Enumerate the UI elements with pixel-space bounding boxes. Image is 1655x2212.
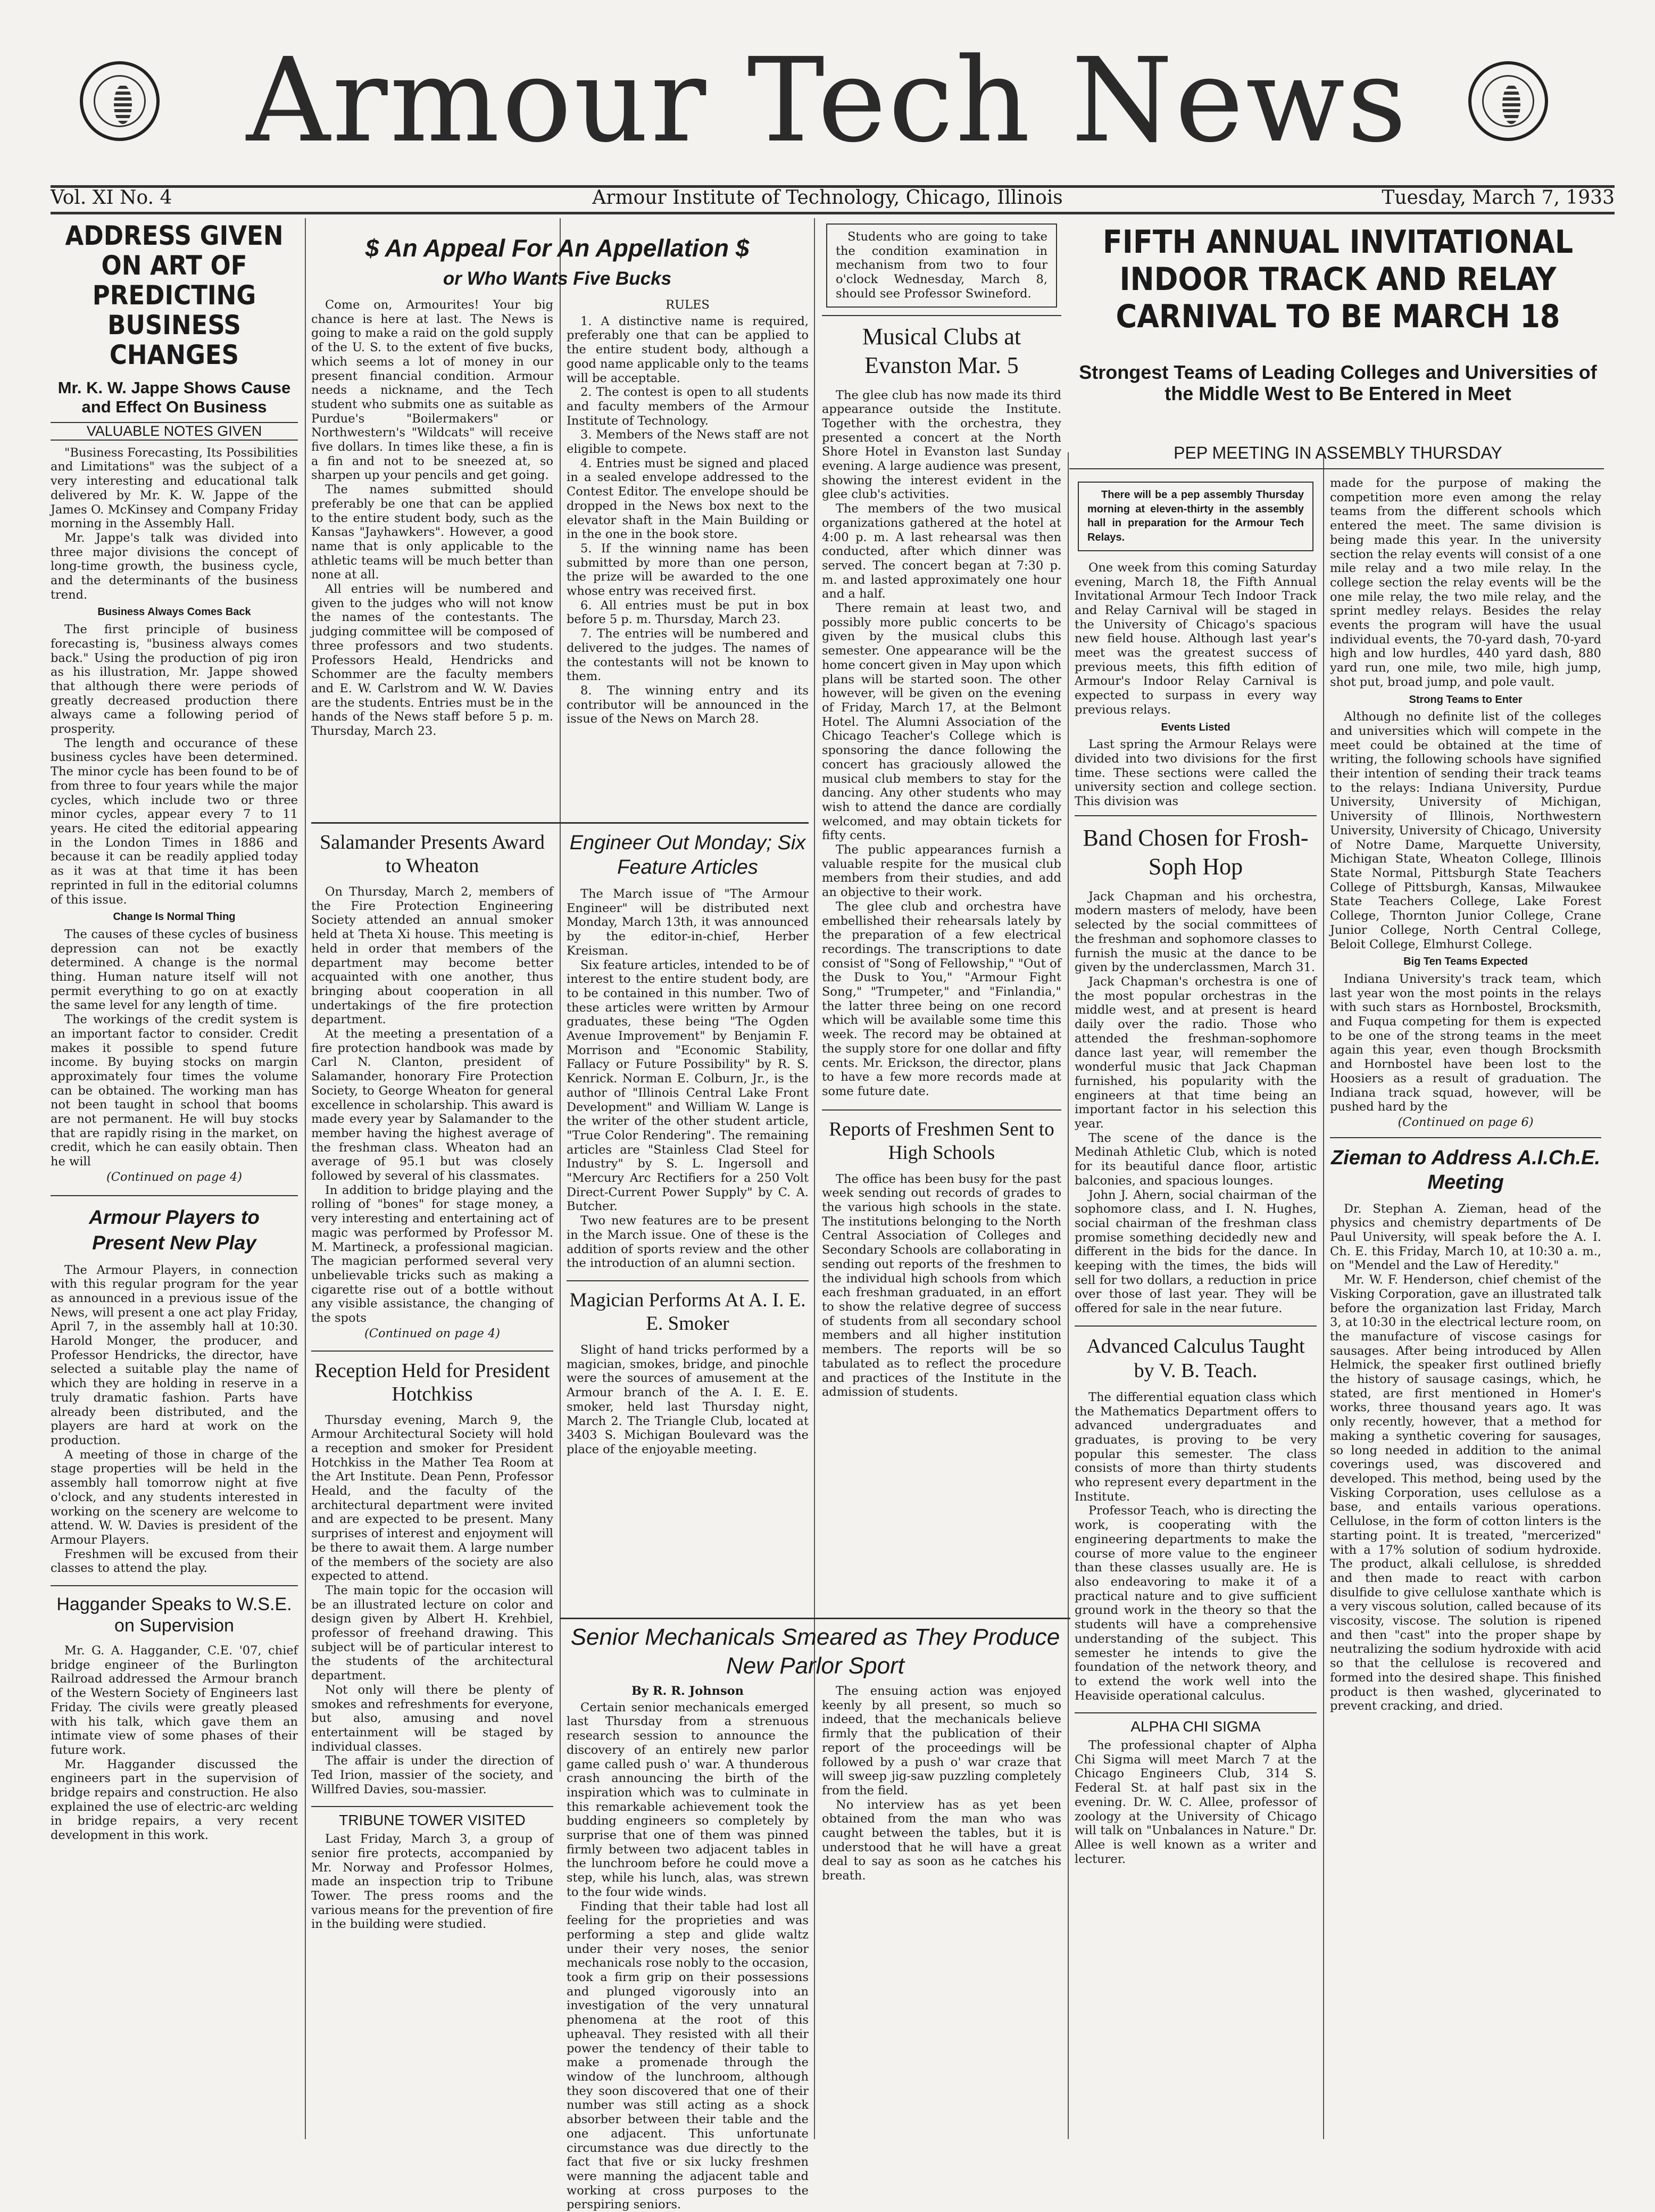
divider: [1075, 1712, 1317, 1713]
musical-paragraph: The glee club and orchestra have embellished their rehearsals lately by the preparation of a few electrical recordings. The transcriptions to date consist of "Song of Fellowship," "Out of the Dusk to You," "Armour Fight Song," "Trumpeter," and "Finlandia," the latter three being on one record which will be available some time this week. The record may be obtained at the supply store for one dollar and fifty cents. Mr. Erickson, the director, plans to have a few more records made at some future date.: [822, 899, 1061, 1098]
salamander-headline: Salamander Presents Award to Wheaton: [320, 831, 545, 877]
column-6: [1330, 476, 1601, 2142]
reception-paragraph: The main topic for the occasion will be an illustrated lecture on color and design given by Albert H. Krehbiel, professor of freehand drawing. This subject will be of particular interest to the students of the architectural department.: [311, 1583, 553, 1683]
divider: [822, 1109, 1061, 1111]
engineer-headline: Engineer Out Monday; Six Feature Articles: [569, 832, 806, 879]
appeal-subhead: or Who Wants Five Bucks: [443, 268, 672, 289]
band-headline: Band Chosen for Frosh-Soph Hop: [1083, 824, 1309, 880]
magician-paragraph: Slight of hand tricks performed by a magician, smokes, bridge, and pinochle were the sources of amusement at the Armour branch of the A. I. E. E. smoker, held last Thursday night, March 2. The Triangle Club, located at 3403 S. Michigan Boulevard was the place of the enjoyable meeting.: [567, 1343, 809, 1456]
senior-text-left: [567, 1684, 809, 2212]
column-5: [1075, 476, 1317, 2142]
musical-paragraph: The public appearances furnish a valuable respite for the musical club members from their studies, and add an objective to their work.: [822, 843, 1061, 900]
tribune-paragraph: Last Friday, March 3, a group of senior fire protects, accompanied by Mr. Norway and Professor Holmes, made an inspection trip to Tribune Tower. The press rooms and the various means for the prevention of fire in the building were studied.: [311, 1832, 553, 1932]
column-rule: [1323, 452, 1324, 2139]
address-deck: Mr. K. W. Jappe Shows Cause and Effect On Business: [57, 378, 291, 416]
masthead-rule-top: [51, 185, 1615, 188]
masthead-rule-bottom: [51, 212, 1615, 214]
divider: [1330, 1137, 1601, 1138]
reception-paragraph: The affair is under the direction of Ted Irion, massier of the society, and Willfred Davies, sou-massier.: [311, 1754, 553, 1796]
musical-paragraph: There remain at least two, and possibly more public concerts to be given by the musical clubs this semester. One appearance will be the home concert given in May upon which plans will be started soon. The other however, will be given on the evening of Friday, March 17, at the Belmont Hotel. The Alumni Association of the Chicago Teacher's College which is sponsoring the dance following the concert has graciously allowed the musical club members to stay for the dancing. Any other students who may wish to attend the dance are cordially welcomed, and may obtain tickets for fifty cents.: [822, 601, 1061, 843]
divider: [1069, 468, 1604, 469]
senior-paragraph: Finding that their table had lost all feeling for the proprieties and was performing a step and glide waltz under their very noses, the senior mechanicals rose nobly to the occasion, took a firm grip on their possessions and plunged vigorously into an investigation of the very unnatural phenomena at the root of this upheaval. They resisted with all their power the tendency of their table to make a promenade through the window of the lunchroom, although they soon discovered that one of their number was still acting as a shock absorber between their table and the one adjacent. This unfortunate circumstance was due directly to the fact that five or six lucky freshmen were manning the adjacent table and working at cross purposes to the perspiring seniors.: [567, 1899, 809, 2212]
freshmen-paragraph: The office has been busy for the past week sending out records of grades to the various high schools in the state. The institutions belonging to the North Central Association of Colleges and Secondary Schools are collaborating in sending out reports of the freshmen to the individual high schools from which each freshman graduated, in an effort to show the relative degree of success of students from all secondary school members and all higher institution members. The reports will be so tabulated as to reflect the procedure and practices of the Institute in the admission of students.: [822, 1172, 1061, 1399]
senior-paragraph: No interview has as yet been obtained from the man who was caught between the tables, but it is understood that he will have a great deal to say as soon as he catches his breath.: [822, 1797, 1061, 1883]
divider: [51, 1585, 298, 1586]
appeal-rules: [567, 298, 809, 819]
appeal-headline: $ An Appeal For An Appellation $: [365, 234, 750, 262]
musical-headline: Musical Clubs at Evanston Mar. 5: [862, 323, 1021, 378]
column-2-lower: [311, 827, 553, 1932]
exam-notice-box: [826, 223, 1057, 308]
band-paragraph: Jack Chapman and his orchestra, modern masters of melody, have been selected by the social committees of the freshman and sophomore classes to furnish the music at the dance to be given by the underclassmen, March 31.: [1075, 889, 1317, 975]
divider: [560, 1618, 1070, 1619]
divider: [1075, 1325, 1317, 1327]
rules-title: RULES: [666, 298, 710, 312]
divider: [311, 1806, 553, 1807]
track-paragraph: Although no definite list of the colleges and universities which will compete in the meet could be obtained at the time of writing, the following schools have signified their intention of sending their track teams to the relays: Indiana University, Purdue University, University of Michigan, University of Illinois, Northwestern University, University of Chicago, University of Notre Dame, Marquette University, Michigan State, Wheaton College, Illinois State Normal, Pittsburgh State Teachers College of Pittsburgh, Kansas, Milwaukee State Teachers College, Lake Forest College, Thornton Junior College, Crane Junior College, North Central College, Beloit College, Elmhurst College.: [1330, 710, 1601, 951]
column-rule: [1068, 452, 1069, 2139]
haggander-paragraph: Mr. Haggander discussed the engineers part in the supervision of bridge repairs and construction. He also explained the use of electric-arc welding in bridge repairs, a very recent development in this work.: [51, 1757, 298, 1843]
divider: [311, 1351, 553, 1352]
appeal-paragraph: The names submitted should preferably be one that can be applied to the entire student body, such as the Kansas "Jayhawkers". However, a good name that is only applicable to the athletic teams will be much better than none at all.: [311, 483, 553, 582]
players-paragraph: A meeting of those in charge of the stage properties will be held in the assembly hall tomorrow night at five o'clock, and any students interested in working on the scenery are welcome to attend. W. W. Davies is president of the Armour Players.: [51, 1447, 298, 1547]
tribune-headline: TRIBUNE TOWER VISITED: [339, 1812, 526, 1829]
track-paragraph: made for the purpose of making the competition more even among the relay teams from the different schools which entered the meet. The same division is being made this year. In the university section the relay events will consist of a one mile relay and a two mile relay. In the college section the relay events will be the one mile relay, the two mile relay, and the sprint medley relays. Besides the relay events the program will have the usual individual events, the 70-yard dash, 70-yard high and low hurdles, 440 yard dash, 880 yard run, one mile, two mile, high jump, shot put, broad jump, and pole vault.: [1330, 476, 1601, 689]
masthead-title: Armour Tech News: [246, 34, 1409, 168]
zieman-headline: Zieman to Address A.I.Ch.E. Meeting: [1330, 1146, 1601, 1194]
appeal-paragraph: Come on, Armourites! Your big chance is here at last. The News is going to make a raid on the gold supply of the U. S. to the extent of five bucks, which seems a lot of money in our present financial condition. Armour needs a nickname, and the Tech student who submits one as suitable as Purdue's "Boilermakers" or Northwestern's "Wildcats" will receive five dollars. In times like these, a fin is a fin and not to be sneezed at, so sharpen up your pencils and get going.: [311, 298, 553, 483]
salamander-paragraph: In addition to bridge playing and the rolling of "bones" for stage money, a very interesting and entertaining act of magic was performed by Professor M. M. Martineck, a professional magician. The magician performed several very unbelievable tricks such as making a cigarette rise out of a bottle without any visible assistance, the changing of the spots: [311, 1183, 553, 1325]
track-deck: Strongest Teams of Leading Colleges and Universities of the Middle West to Be Entered in Meet: [1079, 361, 1597, 404]
divider: [1075, 815, 1317, 816]
track-headline: FIFTH ANNUAL INVITATIONAL INDOOR TRACK AND RELAY CARNIVAL TO BE MARCH 18: [1102, 223, 1574, 335]
band-paragraph: Jack Chapman's orchestra is one of the most popular orchestras in the middle west, and at present is heard daily over the radio. Those who attended the freshman-sophomore dance last year, will remember the wonderful music that Jack Chapman furnished, his popularity with the engineers at that time being an important factor in his selection this year.: [1075, 974, 1317, 1131]
musical-paragraph: The members of the two musical organizations gathered at the hotel at 4:00 p. m. A last rehearsal was then conducted, after which dinner was served. The concert began at 7:30 p. m. and lasted approximately one hour and a half.: [822, 502, 1061, 601]
engineer-paragraph: The March issue of "The Armour Engineer" will be distributed next Monday, March 13th, it was announced by the editor-in-chief, Herber Kreisman.: [567, 887, 809, 958]
senior-byline: By R. R. Johnson: [631, 1684, 744, 1698]
calculus-paragraph: Professor Teach, who is directing the work, is cooperating with the engineering departments to make the course of more value to the engineer than these classes usually are. He is also endeavoring to make it of a practical nature and to give sufficient ground work in the theory so that the students will have a comprehensive understanding of the subject. This semester he intends to give the foundation of the network theory, and to extend the work well into the Heaviside operational calculus.: [1075, 1504, 1317, 1703]
salamander-paragraph: At the meeting a presentation of a fire protection handbook was made by Carl N. Clanton, president of Salamander, honorary Fire Protection Society, to George Wheaton for general excellence in scholarship. This award is made every year by Salamander to the member having the highest average of the freshman class. Wheaton had an average of 95.1 but was closely followed by several of his classmates.: [311, 1027, 553, 1183]
address-subdeck: VALUABLE NOTES GIVEN: [51, 422, 298, 441]
senior-text-right: [822, 1684, 1061, 2142]
divider: [311, 822, 809, 824]
musical-paragraph: The glee club has now made its third appearance outside the Institute. Together with the orchestra, they presented a concert at the North Shore Hotel in Evanston last Sunday evening. A large audience was present, showing the interest evident in the glee club's activities.: [822, 388, 1061, 502]
institution-line: Armour Institute of Technology, Chicago, Illinois: [592, 187, 1063, 209]
divider: [822, 315, 1061, 316]
haggander-headline: Haggander Speaks to W.S.E. on Supervision: [56, 1594, 292, 1636]
address-paragraph: The causes of these cycles of business depression can not be exactly determined. A change is the normal thing. Human nature itself will not permit everything to go on at exactly the same level for any length of time.: [51, 927, 298, 1013]
rule-item: 1. A distinctive name is required, preferably one that can be applied to the entire student body, although a good name applicable only to the teams will be acceptable.: [567, 314, 809, 385]
track-subhead: Big Ten Teams Expected: [1403, 956, 1528, 968]
alpha-paragraph: The professional chapter of Alpha Chi Sigma will meet March 7 at the Chicago Engineers Club, 314 S. Federal St. at half past six in the evening. Dr. W. C. Allee, professor of zoology at the University of Chicago will talk on "Unbalances in Nature." Dr. Allee is well known as a writer and lecturer.: [1075, 1738, 1317, 1866]
magician-headline: Magician Performs At A. I. E. E. Smoker: [569, 1289, 806, 1335]
engineer-paragraph: Two new features are to be present in the March issue. One of these is the addition of sports review and the other the introduction of an alumni section.: [567, 1214, 809, 1271]
band-paragraph: John J. Ahern, social chairman of the sophomore class, and I. N. Hughes, social chairman of the freshman class promise something decidedly new and different in the bids for the dance. In keeping with the times, the bids will sell for two dollars, a reduction in price over those of last year. They will be offered for sale in the near future.: [1075, 1188, 1317, 1316]
appeal-paragraph: All entries will be numbered and given to the judges who will not know the names of the contestants. The judging committee will be composed of three professors and two students. Professors Heald, Hendricks and Schommer are the faculty members and E. W. Carlstrom and W. W. Davies are the students. Entries must be in the hands of the News staff before 5 p. m. Thursday, March 23.: [311, 582, 553, 739]
reception-headline: Reception Held for President Hotchkiss: [314, 1359, 550, 1405]
track-paragraph: Last spring the Armour Relays were divided into two divisions for the first time. These sections were called the university section and college section. This division was: [1075, 738, 1317, 809]
address-headline: ADDRESS GIVEN ON ART OF PREDICTING BUSINESS CHANGES: [65, 220, 284, 370]
address-paragraph: Mr. Jappe's talk was divided into three major divisions the concept of long-time growth, the business cycle, and the determinants of the business trend.: [51, 531, 298, 602]
reception-paragraph: Not only will there be plenty of smokes and refreshments for everyone, but also, amusing and novel entertainment will be staged by individual classes.: [311, 1683, 553, 1754]
senior-paragraph: The ensuing action was enjoyed keenly by all present, so much so indeed, that the mechanicals believe firmly that the publication of their report of the proceedings will be followed by a push o' war craze that will sweep jig-saw puzzling completely from the field.: [822, 1684, 1061, 1797]
divider: [567, 1280, 809, 1281]
column-rule: [560, 218, 561, 1772]
volume-number: Vol. XI No. 4: [51, 187, 172, 209]
zieman-paragraph: Dr. Stephan A. Zieman, head of the physics and chemistry departments of De Paul University, will speak before the A. I. Ch. E. this Friday, March 10, at 10:30 a. m., on "Mendel and the Law of Heredity.": [1330, 1202, 1601, 1273]
address-subhead: Business Always Comes Back: [97, 606, 251, 618]
track-subdeck: PEP MEETING IN ASSEMBLY THURSDAY: [1174, 443, 1502, 462]
address-paragraph: The length and occurance of these business cycles have been determined. The minor cycle has been found to be of from three to four years while the major cycles, which include two or three minor cycles, appear every 7 to 11 years. He cited the editorial appearing in the London Times in 1886 and because it can be readily applied today as it was at that time it has been reprinted in full in the editorial columns of this issue.: [51, 736, 298, 907]
alpha-headline: ALPHA CHI SIGMA: [1130, 1718, 1261, 1735]
rule-item: 7. The entries will be numbered and delivered to the judges. The names of the contestants will not be known to them.: [567, 627, 809, 684]
reception-paragraph: Thursday evening, March 9, the Armour Architectural Society will hold a reception and smoker for President Hotchkiss in the Mather Tea Room at the Art Institute. Dean Penn, Professor Heald, and the faculty of the architectural department were invited and are expected to be present. Many surprises of interest and enjoyment will be there to await them. A large number of the members of the society are also expected to attend.: [311, 1413, 553, 1584]
rule-item: 6. All entries must be put in box before 5 p. m. Thursday, March 23.: [567, 598, 809, 627]
band-paragraph: The scene of the dance is the Medinah Athletic Club, which is noted for its beautiful dance floor, artistic balconies, and spacious lounges.: [1075, 1131, 1317, 1188]
rule-item: 2. The contest is open to all students and faculty members of the Armour Institute of Technology.: [567, 385, 809, 428]
rule-item: 3. Members of the News staff are not eligible to compete.: [567, 428, 809, 457]
column-3-lower: [567, 827, 809, 1572]
pep-assembly-box: [1078, 482, 1313, 551]
freshmen-headline: Reports of Freshmen Sent to High Schools: [829, 1118, 1054, 1164]
appeal-text-left: [311, 298, 553, 819]
engineer-paragraph: Six feature articles, intended to be of interest to the entire student body, are to be contained in this number. Two of these articles were written by Armour graduates, these being "The Ogden Avenue Improvement" by Benjamin F. Morrison and "Economic Stability, Fallacy or Future Possibility" by R. S. Kenrick. Norman E. Colburn, Jr., is the author of "Illinois Central Lake Front Development" and William W. Lange is the writer of the other student article, "True Color Rendering". The remaining articles are "Stainless Clad Steel for Industry" by S. L. Ingersoll and "Mercury Arc Rectifiers for a 250 Volt Direct-Current Power Supply" by C. A. Butcher.: [567, 958, 809, 1214]
rule-item: 5. If the winning name has been submitted by more than one person, the prize will be awarded to the one whose entry was received first.: [567, 541, 809, 599]
rule-item: 4. Entries must be signed and placed in a sealed envelope addressed to the Contest Editor. The envelope should be dropped in the News box next to the elevator shaft in the Main Building or in the one in the book store.: [567, 456, 809, 542]
salamander-paragraph: On Thursday, March 2, members of the Fire Protection Engineering Society attended an annual smoker held at Theta Xi house. This meeting is held in order that members of the department may become better acquainted with one another, thus bringing about cooperation in all undertakings of the fire protection department.: [311, 885, 553, 1027]
address-paragraph: "Business Forecasting, Its Possibilities and Limitations" was the subject of a very interesting and educational talk delivered by Mr. K. W. Jappe of the James O. McKinsey and Company Friday morning in the Assembly Hall.: [51, 445, 298, 531]
address-continued: (Continued on page 4): [106, 1170, 243, 1184]
calculus-paragraph: The differential equation class which the Mathematics Department offers to advanced undergraduates and graduates, is proving to be very popular this semester. The class consists of more than thirty students who represent every department in the Institute.: [1075, 1390, 1317, 1504]
salamander-continued: (Continued on page 4): [364, 1326, 501, 1340]
haggander-paragraph: Mr. G. A. Haggander, C.E. '07, chief bridge engineer of the Burlington Railroad addressed the Armour branch of the Western Society of Engineers last Friday. The civils were greatly pleased with his talk, which gave them an intimate view of some phases of their future work.: [51, 1644, 298, 1757]
zieman-paragraph: Mr. W. F. Henderson, chief chemist of the Visking Corporation, gave an illustrated talk before the organization last Friday, March 3, at 10:30 in the electrical lecture room, on the manufacture of viscose casings for sausages. After being introduced by Allen Helmick, the speaker first outlined briefly the history of sausage casings, which, he stated, are first mentioned in Homer's works, three thousand years ago. It was only recently, however, that a method for making a synthetic covering for sausages, so long needed in addition to the animal coverings used, was discovered and developed. This method, being used by the Visking Corporation, uses cellulose as a base, and entails various operations. Cellulose, in the form of cotton linters is the starting point. It is treated, "mercerized" with a 17% solution of sodium hydroxide. The product, alkali cellulose, is shredded and then made to react with carbon disulfide to give cellulose xanthate which is a very viscous solution, called because of its viscosity, viscose. The solution is ripened and then "cast" into the proper shape by neutralizing the sodium hydroxide with acid so that the cellulose is recovered and formed into the desired shape. This finished product is then washed, glycerinated to prevent cracking, and dried.: [1330, 1273, 1601, 1713]
track-subhead: Events Listed: [1161, 721, 1230, 733]
address-paragraph: The workings of the credit system is an important factor to consider. Credit makes it possible to spend future income. By buying stocks on margin approximately four times the volume can be obtained. The working man has not been taught in school that booms are not permanent. He will buy stocks that are rapidly rising in the market, on credit, which he can easily obtain. Then he will: [51, 1013, 298, 1169]
column-rule: [305, 218, 306, 2139]
players-headline: Armour Players to Present New Play: [89, 1206, 260, 1254]
column-rule: [814, 218, 815, 2139]
column-4: [822, 223, 1061, 1612]
track-continued: (Continued on page 6): [1398, 1115, 1534, 1129]
track-subhead: Strong Teams to Enter: [1409, 693, 1523, 706]
address-subhead: Change Is Normal Thing: [113, 911, 236, 923]
players-paragraph: The Armour Players, in connection with this regular program for the year as announced in a previous issue of the News, will present a one act play Friday, April 7, in the assembly hall at 10:30. Harold Monger, the producer, and Professor Hendricks, the director, have selected a suitable play the name of which they are holding in reserve in a truly dramatic fashion. Parts have already been distributed, and the players are hard at work on the production.: [51, 1263, 298, 1447]
divider: [51, 1195, 298, 1196]
address-paragraph: The first principle of business forecasting is, "business always comes back." Using the production of pig iron as his illustration, Mr. Jappe showed that although there were periods of greatly decreased production there always came a following period of prosperity.: [51, 623, 298, 736]
exam-notice: Students who are going to take the condition examination in mechanism from two to four o'clock Wednesday, March 8, should see Professor Swineford.: [836, 230, 1047, 301]
issue-date: Tuesday, March 7, 1933: [1382, 187, 1615, 209]
calculus-headline: Advanced Calculus Taught by V. B. Teach.: [1086, 1335, 1305, 1382]
column-1: [51, 221, 298, 2142]
pep-assembly-notice: There will be a pep assembly Thursday morning at eleven-thirty in the assembly hall in preparation for the Armour Tech Relays.: [1087, 489, 1304, 544]
track-paragraph: Indiana University's track team, which last year won the most points in the relays with such stars as Hornbostel, Brocksmith, and Fuqua competing for them is expected to be one of the strong teams in the meet again this year, even though Brocksmith and Hornbostel have been lost to the Hoosiers as a result of graduation. The Indiana track squad, however, will be pushed hard by the: [1330, 972, 1601, 1114]
players-paragraph: Freshmen will be excused from their classes to attend the play.: [51, 1547, 298, 1576]
track-paragraph: One week from this coming Saturday evening, March 18, the Fifth Annual Invitational Armour Tech Indoor Track and Relay Carnival will be staged in the University of Chicago's spacious new field house. Although last year's meet was the greatest success of previous meets, this fifth edition of Armour's Indoor Relay Carnival is expected to surpass in every way previous relays.: [1075, 560, 1317, 717]
senior-headline: Senior Mechanicals Smeared as They Produce New Parlor Sport: [570, 1624, 1060, 1679]
rule-item: 8. The winning entry and its contributor will be announced in the issue of the News on March 28.: [567, 683, 809, 726]
senior-paragraph: Certain senior mechanicals emerged last Thursday from a strenuous research session to announce the discovery of an entirely new parlor game called push o' war. A thunderous crash announcing the birth of the inspiration which was to culminate in this remarkable achievement took the budding engineers so completely by surprise that one of them was pinned firmly between two adjacent tables in the lunchroom before he could move a step, while his lunch, alas, was strewn to the four wide winds.: [567, 1700, 809, 1899]
